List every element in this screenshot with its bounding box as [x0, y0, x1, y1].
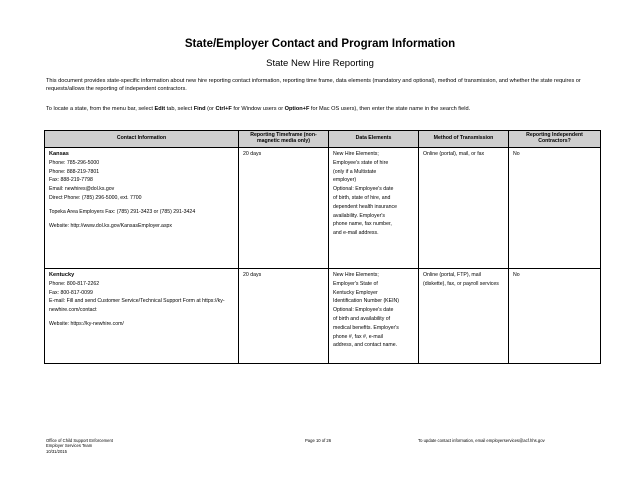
- howto-text-4: for Window users or: [231, 106, 285, 112]
- footer-date: 10/31/2015: [46, 448, 67, 454]
- website-link[interactable]: Website: http://www.dol.ks.gov/KansasEmployer.aspx: [49, 222, 173, 229]
- element-line: address, and contact name.: [333, 342, 398, 349]
- element-line: Employee's state of hire: [333, 159, 389, 166]
- contact-line: Topeka Area Employers Fax: (785) 291-3423 or (785) 291-3424: [49, 208, 196, 215]
- document-subtitle: State New Hire Reporting: [266, 58, 374, 69]
- table-row: [45, 269, 601, 364]
- contact-cell: [45, 269, 239, 364]
- footer-office: [46, 438, 113, 454]
- website-link[interactable]: Website: https://ky-newhire.com/: [49, 320, 124, 327]
- timeframe-cell: 20 days: [239, 269, 329, 364]
- contact-line: Phone: 785-296-5000: [49, 159, 100, 166]
- element-line: phone #, fax #, e-mail: [333, 333, 383, 340]
- method-cell: Online (portal), mail, or fax: [419, 148, 509, 269]
- element-line: Employer's State of: [333, 280, 378, 287]
- contact-line: E-mail: Fill and send Customer Service/Technical Support Form at https://ky-newhire.com/contact: [49, 298, 225, 314]
- element-line: New Hire Elements;: [333, 151, 379, 157]
- element-line: (only if a Multistate: [333, 168, 377, 175]
- state-name: Kansas: [49, 151, 69, 157]
- element-line: Kentucky Employer: [333, 289, 378, 296]
- footer-update-note: To update contact information, email employerservices@acf.hhs.gov: [418, 438, 545, 443]
- document-title: State/Employer Contact and Program Information: [184, 38, 456, 50]
- contact-line: Direct Phone: (785) 296-5000, ext. 7700: [49, 194, 142, 201]
- element-line: dependent health insurance: [333, 203, 398, 210]
- contact-line: Email: newhires@dol.ks.gov: [49, 186, 115, 193]
- elements-cell: [329, 148, 419, 269]
- method-cell: Online (portal, FTP), mail (diskette), fax, or payroll services: [419, 269, 509, 364]
- element-line: and e-mail address.: [333, 230, 379, 237]
- header-method: Method of Transmission: [419, 131, 509, 148]
- howto-text-3: (or: [205, 106, 216, 112]
- element-line: of birth and availability of: [333, 315, 391, 322]
- contact-line: Fax: 800-817-0099: [49, 289, 93, 296]
- contact-line: Fax: 888-219-7798: [49, 177, 93, 184]
- element-line: Optional: Employee's date: [333, 307, 394, 314]
- howto-text-5: for Mac OS users), then enter the state name in the search field.: [309, 106, 471, 112]
- intro-paragraph: This document provides state-specific information about new hire reporting contact information, reporting time frame, data elements (mandatory and optional), method of transmission, and whether the state requires or requests/allows the reporting of independent contractors.: [46, 78, 581, 93]
- element-line: Optional: Employee's date: [333, 186, 394, 193]
- timeframe-cell: 20 days: [239, 148, 329, 269]
- howto-edit: Edit: [154, 106, 166, 112]
- header-contact: Contact Information: [45, 131, 239, 148]
- howto-ctrl-f: Ctrl+F: [215, 106, 232, 112]
- state-info-table: [44, 130, 601, 364]
- elements-cell: [329, 269, 419, 364]
- element-line: phone name, fax number,: [333, 221, 392, 228]
- search-instructions: [46, 105, 601, 113]
- element-line: medical benefits. Employer's: [333, 324, 399, 331]
- contact-line: Phone: 800-817-2262: [49, 280, 100, 287]
- howto-text-1: To locate a state, from the menu bar, select: [46, 106, 155, 112]
- state-name: Kentucky: [49, 272, 75, 278]
- element-line: employer): [333, 177, 357, 184]
- howto-text-2: tab, select: [165, 106, 194, 112]
- contact-line: Phone: 888-219-7801: [49, 168, 100, 175]
- contractors-cell: No: [509, 269, 601, 364]
- footer-page-number: Page 10 of 26: [305, 438, 332, 443]
- element-line: New Hire Elements;: [333, 272, 379, 278]
- element-line: availability. Employer's: [333, 212, 385, 219]
- howto-find: Find: [193, 106, 206, 112]
- element-line: Identification Number (KEIN): [333, 298, 400, 305]
- table-row: [45, 148, 601, 269]
- contractors-cell: No: [509, 148, 601, 269]
- howto-option-f: Option+F: [284, 106, 310, 112]
- table-header-row: [45, 131, 601, 148]
- header-contractors: Reporting Independent Contractors?: [509, 131, 601, 148]
- element-line: of birth, state of hire, and: [333, 194, 391, 201]
- footer-office-name: Office of Child Support Enforcement: [46, 438, 113, 443]
- contact-cell: [45, 148, 239, 269]
- header-timeframe: Reporting Timeframe (non-magnetic media only): [239, 131, 329, 148]
- footer-team: Employer Services Team: [46, 443, 93, 449]
- header-elements: Data Elements: [329, 131, 419, 148]
